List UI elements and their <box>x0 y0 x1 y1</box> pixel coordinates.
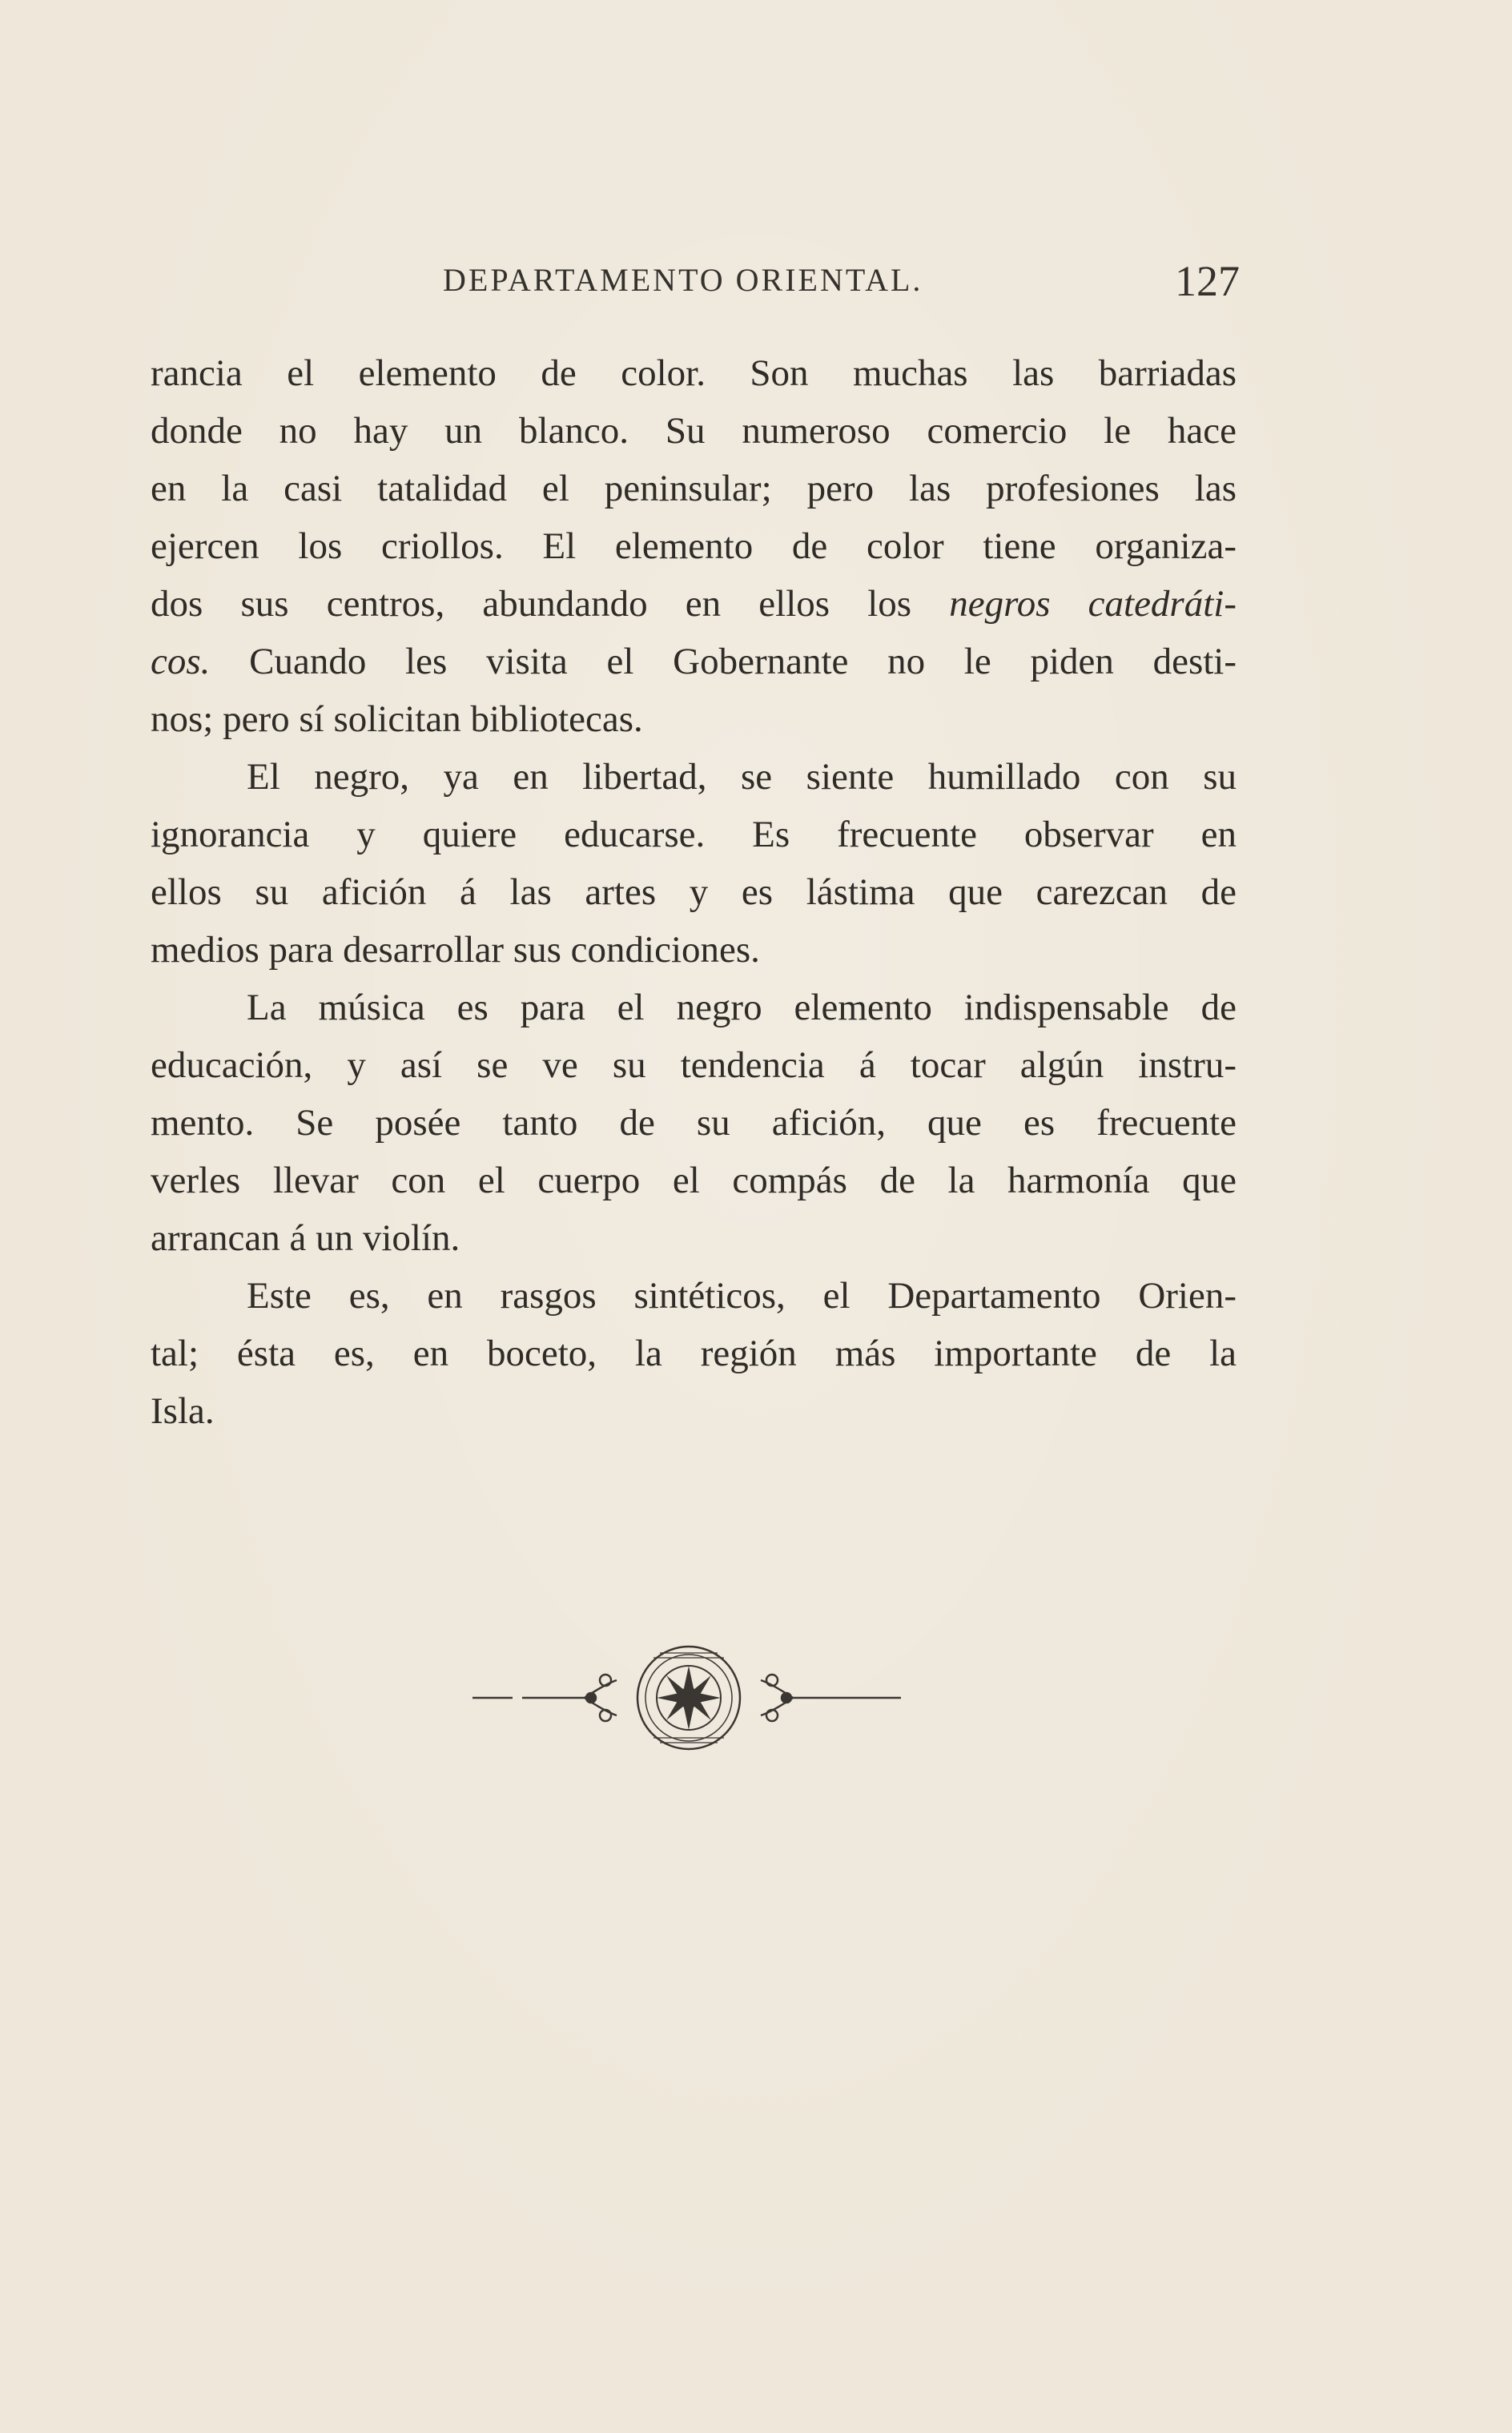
running-title: DEPARTAMENTO ORIENTAL. <box>443 262 923 298</box>
text-line: Este es, en rasgos sintéticos, el Departamento Orien- <box>247 1275 1237 1317</box>
text-line: El negro, ya en libertad, se siente humillado con su <box>247 756 1237 798</box>
text-line: rancia el elemento de color. Son muchas las barriadas <box>151 352 1237 394</box>
paragraph-1 <box>151 344 1237 748</box>
text-line: nos; pero sí solicitan bibliotecas. <box>151 698 643 740</box>
text-line: mento. Se posée tanto de su afición, que es frecuente <box>151 1102 1237 1144</box>
body-text <box>151 344 1237 1440</box>
paragraph-3 <box>151 979 1237 1267</box>
text-line: en la casi tatalidad el peninsular; pero las profesiones las <box>151 468 1237 509</box>
text-line: tal; ésta es, en boceto, la región más importante de la <box>151 1333 1237 1374</box>
text-line: arrancan á un violín. <box>151 1217 460 1259</box>
italic-text-run: negros catedráti- <box>949 583 1237 625</box>
text-line: educación, y así se ve su tendencia á tocar algún instru- <box>151 1044 1237 1086</box>
text-line: verles llevar con el cuerpo el compás de la harmonía que <box>151 1160 1237 1201</box>
text-run: dos sus centros, abundando en ellos los <box>151 583 950 625</box>
text-line: ignorancia y quiere educarse. Es frecuente observar en <box>151 814 1237 855</box>
text-line <box>151 633 1237 690</box>
text-line: medios para desarrollar sus condiciones. <box>151 929 760 971</box>
running-head <box>151 256 1240 304</box>
text-line: Isla. <box>151 1390 215 1432</box>
text-line: donde no hay un blanco. Su numeroso comercio le hace <box>151 410 1237 452</box>
text-line: ellos su afición á las artes y es lástima que carezcan de <box>151 871 1237 913</box>
italic-text-run: cos. <box>151 641 211 682</box>
page-number: 127 <box>1175 257 1240 305</box>
text-line <box>151 575 1237 633</box>
paragraph-2 <box>151 748 1237 979</box>
text-line: La música es para el negro elemento indispensable de <box>247 987 1237 1028</box>
paragraph-4 <box>151 1267 1237 1440</box>
text-run: Cuando les visita el Gobernante no le piden desti- <box>210 641 1237 682</box>
text-line: ejercen los criollos. El elemento de color tiene organiza- <box>151 525 1237 567</box>
rosette-tailpiece-icon <box>464 1634 913 1762</box>
